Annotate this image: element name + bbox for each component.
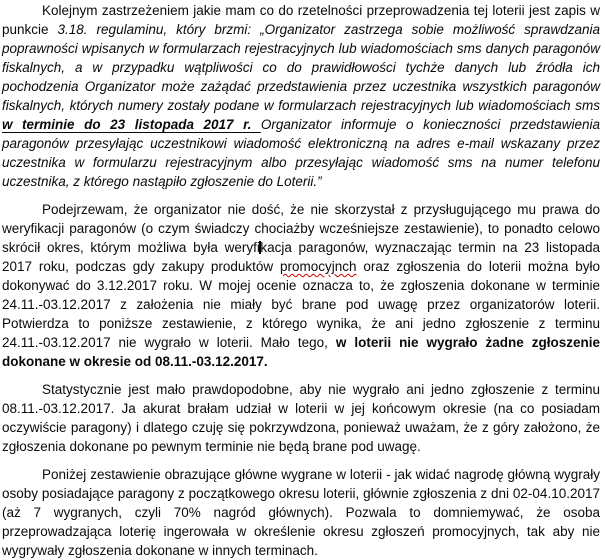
text-run: w loterii nie wygrało żadne zgłoszenie dokonane w okresie od 08.11.-03.12.2017. <box>2 335 600 369</box>
text-run: kacja paragonów, wyznaczając termin na 23 listopada 2017 roku, podczas gdy zakupy produktów <box>2 240 601 274</box>
text-run: Kolejnym zastrzeżeniem jakie mam co do rzetelności przeprowadzenia tej loterii jest zapis w punkcie <box>2 3 600 37</box>
text-run: Poniżej zestawienie obrazujące główne wygrane w loterii - jak widać nagrodę główną wygrały osoby posiadające paragony z początkowego okresu loterii, głównie zgłoszenia z dni 02-04.10.2017 (aż 7 wygranych, czyli 70% nagród głównych). Pozwala to domniemywać, że osoba przeprowadzająca loterię ingerowała w określenie okresu zgłoszeń promocyjnych, tak aby nie wygrywały zgłoszenia dokonane w innych terminach. <box>2 467 600 558</box>
text-run: Podejrzewam, że organizator nie dość, że nie skorzystał z przysługującego mu prawa do weryfikacji paragonów (o czym świadczy chociażby wcześniejsze zestawienie), to ponadto celowo skrócił okres, którym możliwa była weryfi <box>2 202 600 255</box>
paragraph <box>2 465 600 560</box>
paragraph <box>2 380 600 456</box>
paragraph <box>2 200 600 371</box>
text-run: oraz zgłoszenia do loterii można było dokonywać do 3.12.2017 roku. W mojej ocenie oznacza to, że zgłoszenia dokonane w terminie 24.11.-03.12.2017 z założenia nie miały być brane pod uwagę przez organizatorów loterii. Potwierdza to poniższe zestawienie, z którego wynika, że ani jedno zgłoszenie z terminu 24.11.-03.12.2017 nie wygrało w loterii. Mało tego, <box>2 259 600 350</box>
misspelled-word: promocyjnch <box>280 259 357 274</box>
paragraph <box>2 1 600 191</box>
text-run: 3.18. regulaminu, który brzmi: „Organizator zastrzega sobie możliwość sprawdzania poprawności wpisanych w formularzach rejestracyjnych lub wiadomościach sms danych paragonów fiskalnych, a w przypadku wątpliwości co do prawidłowości tychże danych lub źródła ich pochodzenia Organizator może zażądać przedstawienia przez uczestnika wszystkich paragonów fiskalnych, których numery zostały podane w formularzach rejestracyjnych lub wiadomościach sms <box>2 22 600 113</box>
text-run: Statystycznie jest mało prawdopodobne, aby nie wygrało ani jedno zgłoszenie z terminu 08.11.-03.12.2017. Ja akurat brałam udział w loterii w jej końcowym okresie (na co posiadam oczywiście paragony) i dlatego czuję się pokrzywdzona, ponieważ uważam, że z góry założono, że zgłoszenia dokonane po pewnym terminie nie będą brane pod uwagę. <box>2 382 600 454</box>
text-run: w terminie do 23 listopada 2017 r. <box>2 117 261 132</box>
text-run: Organizator informuje o konieczności przedstawienia paragonów przesyłając uczestnikowi wiadomość elektroniczną na adres e-mail wskazany przez uczestnika w formularzu rejestracyjnym albo przesyłając wiadomość sms na numer telefonu uczestnika, z którego nastąpiło zgłoszenie do Loterii.” <box>2 117 600 189</box>
